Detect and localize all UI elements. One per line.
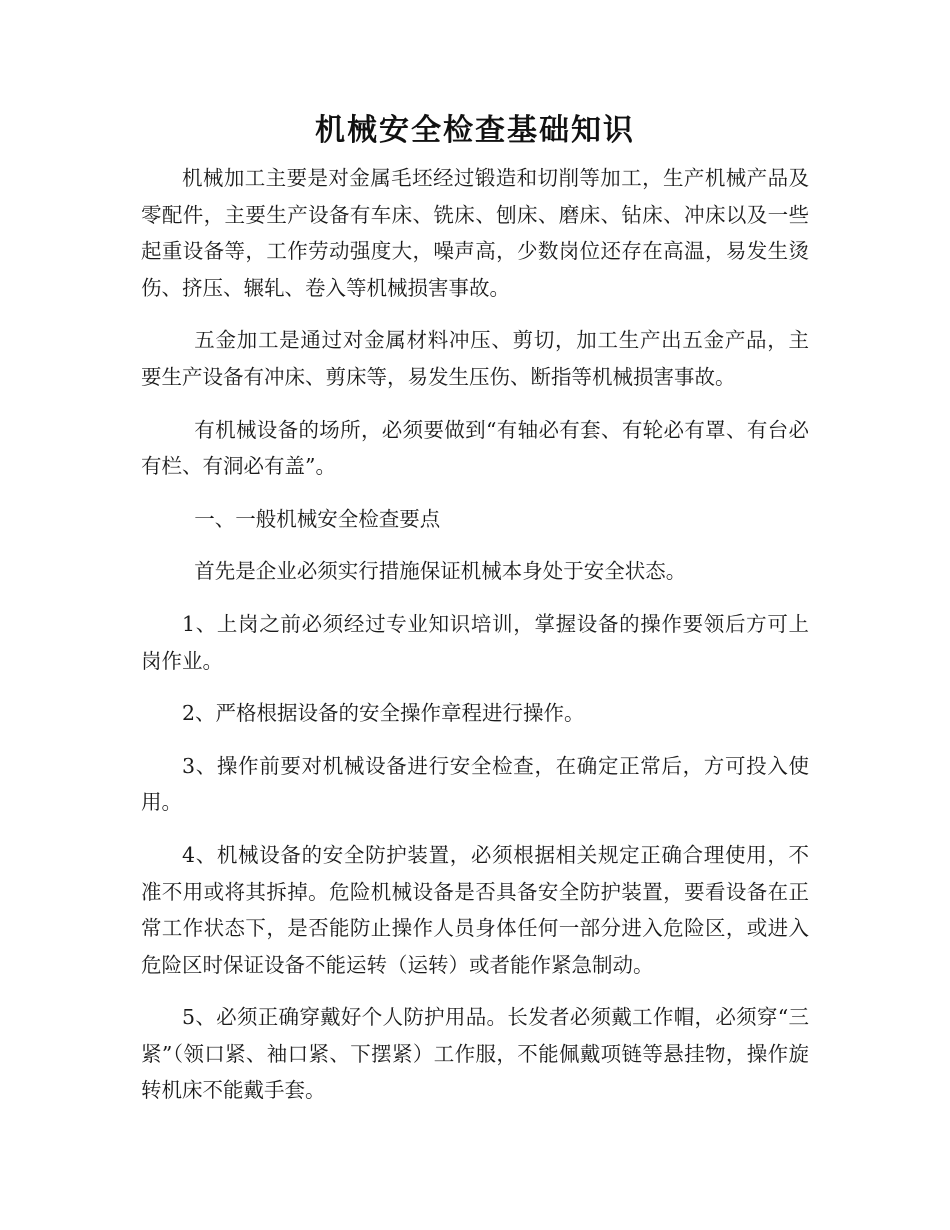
document-body — [141, 160, 809, 1125]
paragraph-enterprise-measures: 首先是企业必须实行措施保证机械本身处于安全状态。 — [194, 559, 687, 584]
list-item-4-protective-devices: 4、机械设备的安全防护装置，必须根据相关规定正确合理使用，不准不用或将其拆掉。危险机械设备是否具备安全防护装置，要看设备在正常工作状态下，是否能防止操作人员身体任何一部分进入危险区，或进入危险区时保证设备不能运转（运转）或者能作紧急制动。 — [141, 842, 809, 977]
list-item-2-operating-rules: 2、严格根据设备的安全操作章程进行操作。 — [182, 701, 585, 726]
list-item-1-training: 1、上岗之前必须经过专业知识培训，掌握设备的操作要领后方可上岗作业。 — [141, 611, 809, 673]
paragraph-hardware-processing: 五金加工是通过对金属材料冲压、剪切，加工生产出五金产品，主要生产设备有冲床、剪床等，易发生压伤、断指等机械损害事故。 — [141, 328, 809, 389]
section-heading-general-inspection: 一、一般机械安全检查要点 — [194, 506, 441, 531]
list-item-5-protective-equipment: 5、必须正确穿戴好个人防护用品。长发者必须戴工作帽，必须穿“三紧”（领口紧、袖口紧、下摆紧）工作服，不能佩戴项链等悬挂物，操作旋转机床不能戴手套。 — [141, 1005, 809, 1103]
paragraph-machining-intro: 机械加工主要是对金属毛坯经过锻造和切削等加工，生产机械产品及零配件，主要生产设备有车床、铣床、刨床、磨床、钻床、冲床以及一些起重设备等，工作劳动强度大，噪声高，少数岗位还存在高温，易发生烫伤、挤压、辗轧、卷入等机械损害事故。 — [141, 166, 809, 300]
list-item-3-pre-check: 3、操作前要对机械设备进行安全检查，在确定正常后，方可投入使用。 — [141, 753, 809, 815]
document-title: 机械安全检查基础知识 — [315, 113, 635, 148]
paragraph-safety-requirement: 有机械设备的场所，必须要做到“有轴必有套、有轮必有罩、有台必有栏、有洞必有盖”。 — [141, 417, 809, 479]
